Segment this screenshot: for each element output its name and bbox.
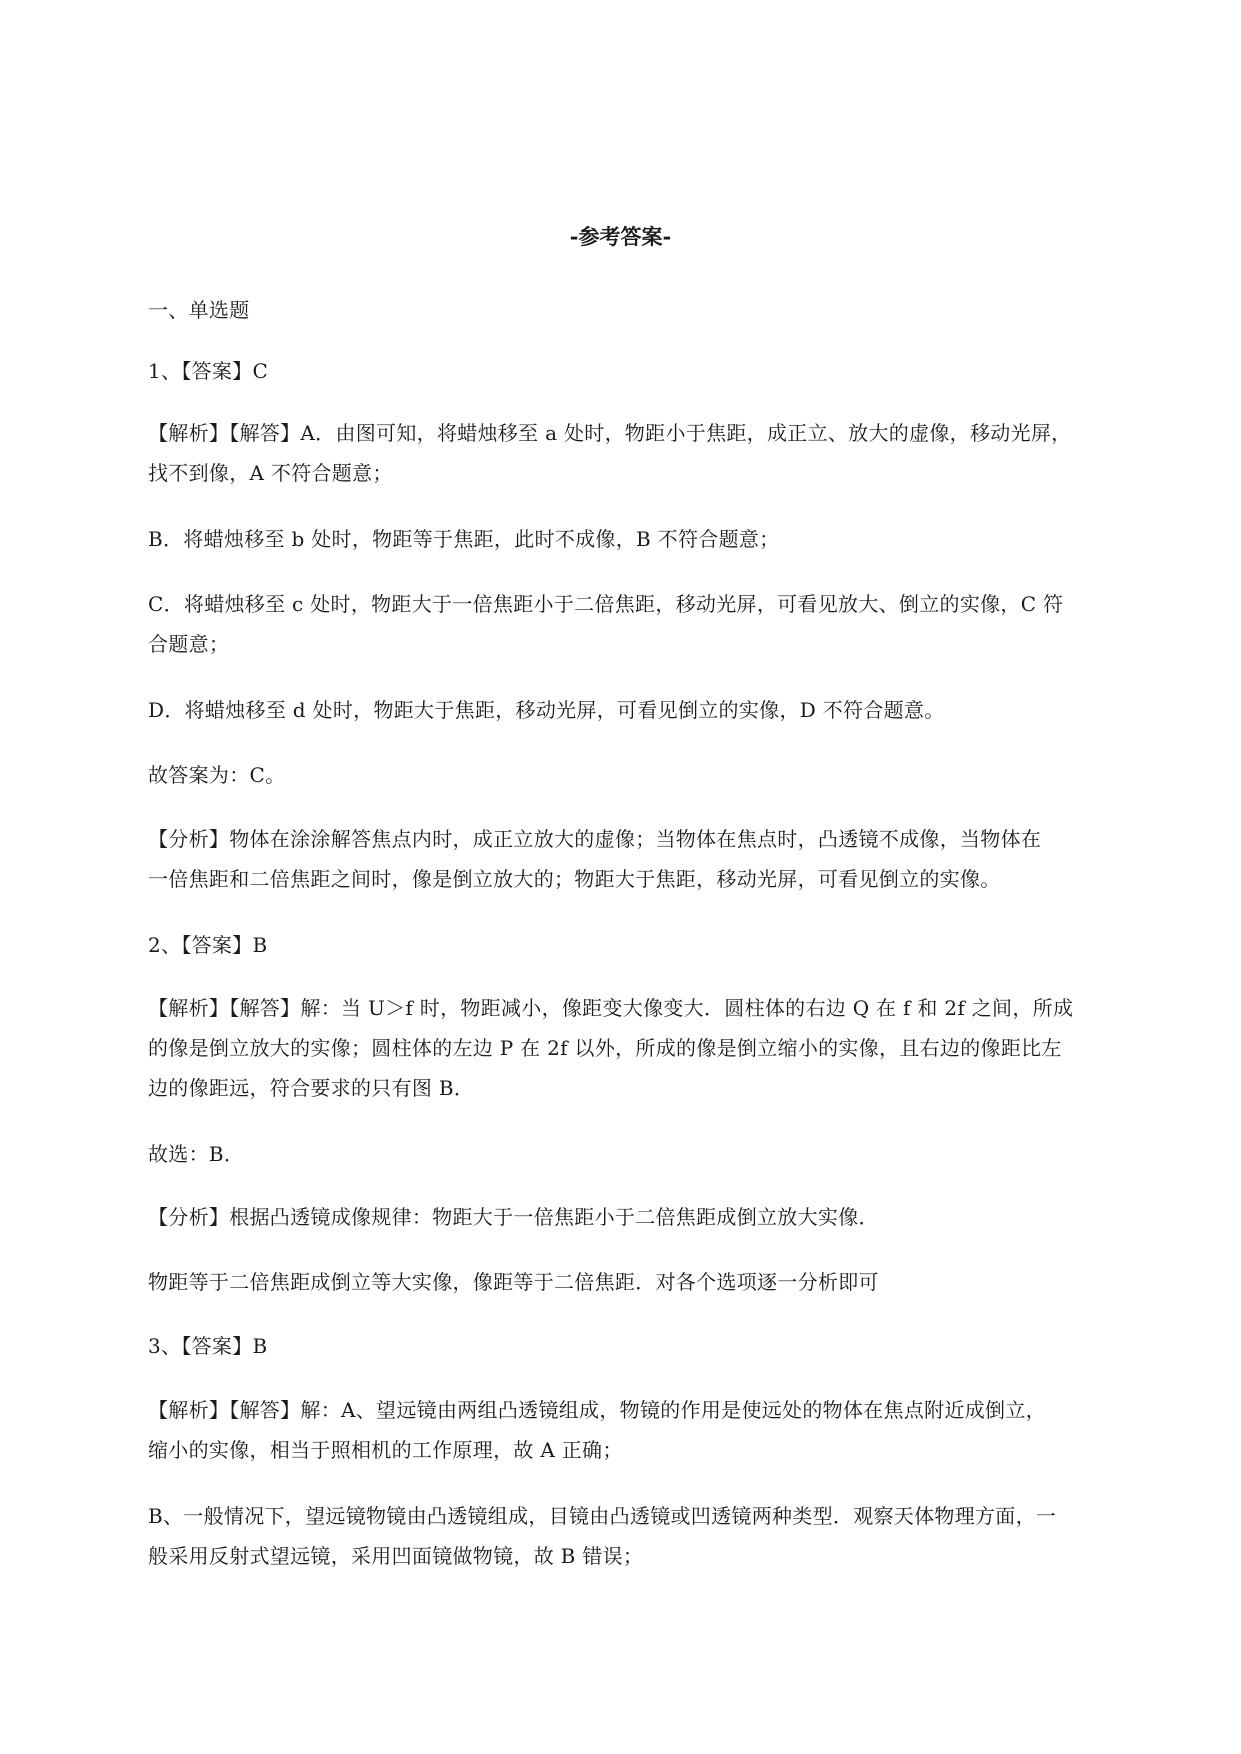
q1-fenxi-line: 【分析】物体在涂涂解答焦点内时，成正立放大的虚像；当物体在焦点时，凸透镜不成像，当物体在	[148, 827, 1042, 851]
q3-analysis-line: 缩小的实像，相当于照相机的工作原理，故 A 正确；	[148, 1438, 623, 1462]
q1-conclusion: 故答案为：C。	[148, 763, 286, 787]
q1-option-b: B．将蜡烛移至 b 处时，物距等于焦距，此时不成像，B 不符合题意；	[148, 527, 780, 551]
q3-option-b-line: B、一般情况下，望远镜物镜由凸透镜组成，目镜由凸透镜或凹透镜两种类型．观察天体物理方面，一	[148, 1504, 1057, 1528]
q2-conclusion: 故选：B．	[148, 1142, 245, 1166]
q2-fenxi: 【分析】根据凸透镜成像规律：物距大于一倍焦距小于二倍焦距成倒立放大实像．	[148, 1205, 879, 1229]
section-heading: 一、单选题	[148, 298, 250, 322]
q1-analysis	[148, 413, 1200, 493]
q2-analysis-line: 的像是倒立放大的实像；圆柱体的左边 P 在 2f 以外，所成的像是倒立缩小的实像，且右边的像距比左	[148, 1036, 1062, 1060]
q3-option-b	[148, 1496, 1200, 1576]
q2-analysis-line: 【解析】【解答】解：当 U＞f 时，物距减小，像距变大像变大．圆柱体的右边 Q 在 f 和 2f 之间，所成	[148, 996, 1074, 1020]
q2-analysis-line: 边的像距远，符合要求的只有图 B．	[148, 1076, 475, 1100]
q1-option-c-line: C．将蜡烛移至 c 处时，物距大于一倍焦距小于二倍焦距，移动光屏，可看见放大、倒立的实像，C 符	[148, 592, 1064, 616]
q1-option-d: D．将蜡烛移至 d 处时，物距大于焦距，移动光屏，可看见倒立的实像，D 不符合题意。	[148, 698, 945, 722]
q2-analysis	[148, 988, 1200, 1108]
q1-option-c-line: 合题意；	[148, 632, 230, 656]
q3-option-b-line: 般采用反射式望远镜，采用凹面镜做物镜，故 B 错误；	[148, 1544, 644, 1568]
page-title: -参考答案-	[569, 224, 672, 249]
q1-fenxi	[148, 819, 1200, 899]
q1-analysis-line: 【解析】【解答】A．由图可知，将蜡烛移至 a 处时，物距小于焦距，成正立、放大的虚像，移动光屏，	[148, 421, 1072, 445]
q3-analysis	[148, 1390, 1200, 1470]
q1-fenxi-line: 一倍焦距和二倍焦距之间时，像是倒立放大的；物距大于焦距，移动光屏，可看见倒立的实像。	[148, 867, 1001, 891]
q2-extra: 物距等于二倍焦距成倒立等大实像，像距等于二倍焦距．对各个选项逐一分析即可	[148, 1270, 879, 1294]
q2-answer: 2、【答案】B	[148, 933, 268, 957]
q3-answer: 3、【答案】B	[148, 1334, 268, 1358]
q1-analysis-line: 找不到像，A 不符合题意；	[148, 461, 393, 485]
q3-analysis-line: 【解析】【解答】解：A、望远镜由两组凸透镜组成，物镜的作用是使远处的物体在焦点附近成倒立，	[148, 1398, 1046, 1422]
q1-option-c	[148, 584, 1200, 664]
q1-answer: 1、【答案】C	[148, 359, 269, 383]
